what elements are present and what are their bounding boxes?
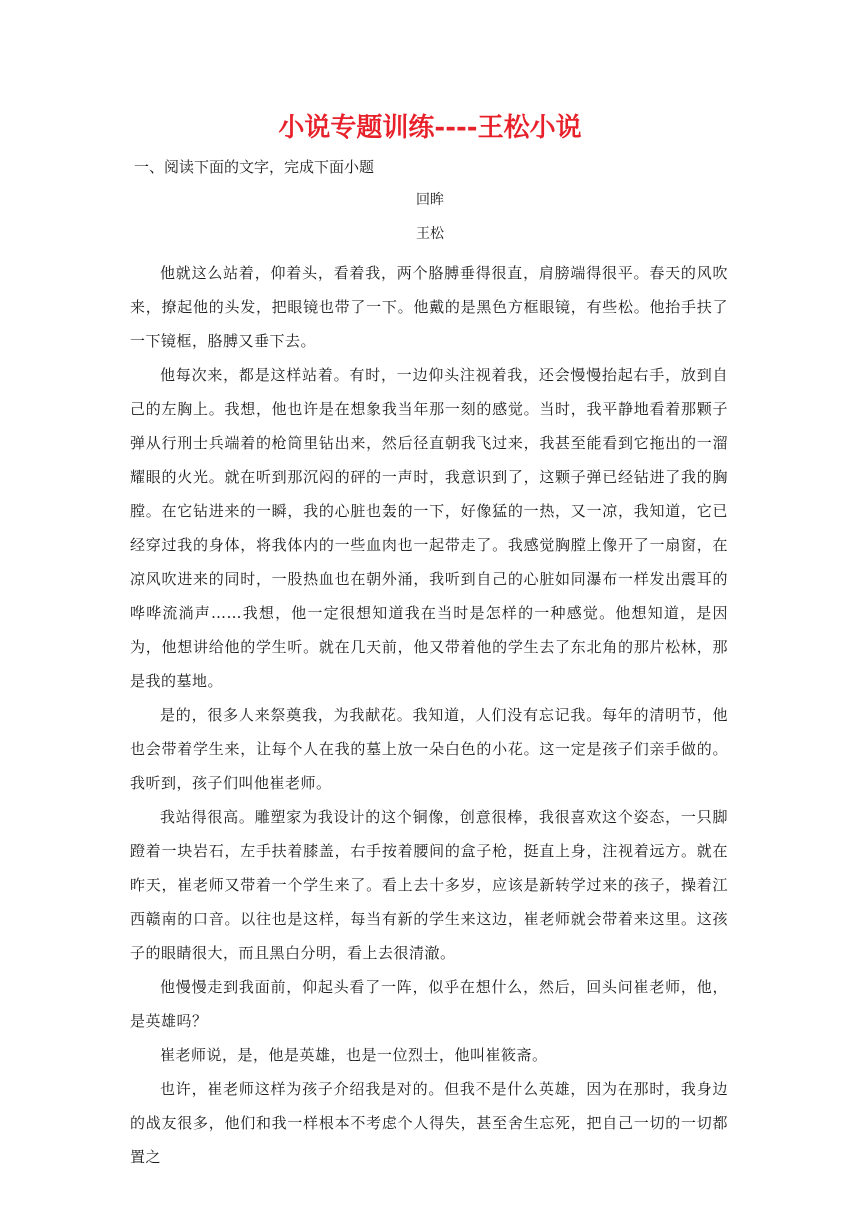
story-title: 回眸 [416, 192, 444, 208]
paragraph: 也许，崔老师这样为孩子介绍我是对的。但我不是什么英雄，因为在那时，我身边的战友很多，他们和我一样根本不考虑个人得失，甚至舍生忘死，把自己一切的一切都置之 [130, 1080, 728, 1166]
section-heading: 一、阅读下面的文字，完成下面小题 [134, 158, 375, 176]
paragraph: 崔老师说，是，他是英雄，也是一位烈士，他叫崔筱斋。 [160, 1046, 548, 1064]
story-body [130, 256, 728, 1174]
paragraph: 他就这么站着，仰着头，看着我，两个胳膊垂得很直，肩膀端得很平。春天的风吹来，撩起他的头发，把眼镜也带了一下。他戴的是黑色方框眼镜，有些松。他抬手扶了一下镜框，胳膊又垂下去。 [130, 264, 728, 350]
paragraph: 他慢慢走到我面前，仰起头看了一阵，似乎在想什么，然后，回头问崔老师，他，是英雄吗？ [130, 978, 728, 1030]
paragraph: 我站得很高。雕塑家为我设计的这个铜像，创意很棒，我很喜欢这个姿态，一只脚蹬着一块岩石，左手扶着膝盖，右手按着腰间的盒子枪，挺直上身，注视着远方。就在昨天，崔老师又带着一个学生来了。看上去十多岁，应该是新转学过来的孩子，操着江西赣南的口音。以往也是这样，每当有新的学生来这边，崔老师就会带着来这里。这孩子的眼睛很大，而且黑白分明，看上去很清澈。 [130, 808, 728, 962]
paragraph: 是的，很多人来祭奠我，为我献花。我知道，人们没有忘记我。每年的清明节，他也会带着学生来，让每个人在我的墓上放一朵白色的小花。这一定是孩子们亲手做的。我听到，孩子们叫他崔老师。 [130, 706, 728, 792]
story-author: 王松 [416, 226, 444, 242]
paragraph: 他每次来，都是这样站着。有时，一边仰头注视着我，还会慢慢抬起右手，放到自己的左胸上。我想，他也许是在想象我当年那一刻的感觉。当时，我平静地看着那颗子弹从行刑士兵端着的枪筒里钻出来，然后径直朝我飞过来，我甚至能看到它拖出的一溜耀眼的火光。就在听到那沉闷的砰的一声时，我意识到了，这颗子弹已经钻进了我的胸膛。在它钻进来的一瞬，我的心脏也轰的一下，好像猛的一热，又一凉，我知道，它已经穿过我的身体，将我体内的一些血肉也一起带走了。我感觉胸膛上像开了一扇窗，在凉风吹进来的同时，一股热血也在朝外涌，我听到自己的心脏如同瀑布一样发出震耳的哗哗流淌声……我想，他一定很想知道我在当时是怎样的一种感觉。他想知道，是因为，他想讲给他的学生听。就在几天前，他又带着他的学生去了东北角的那片松林，那是我的墓地。 [130, 366, 728, 690]
document-title: 小说专题训练----王松小说 [278, 113, 582, 143]
